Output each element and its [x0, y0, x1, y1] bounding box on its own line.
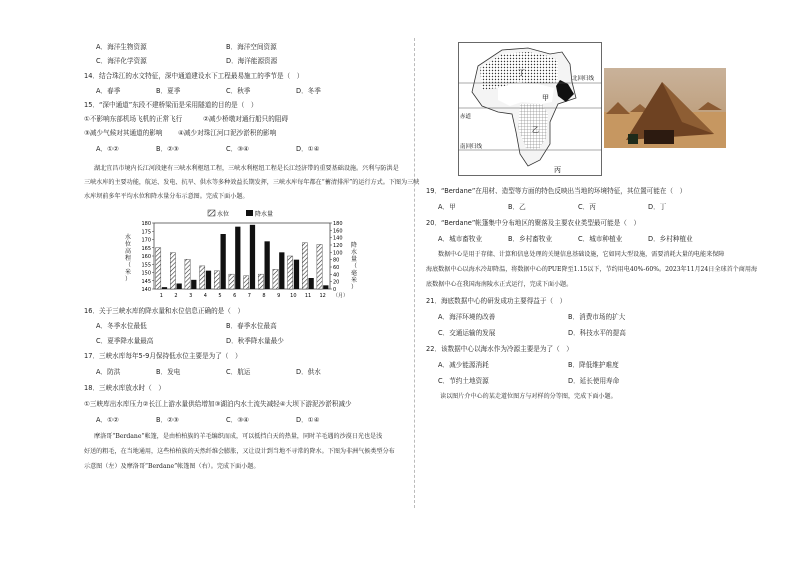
legend-swatch-precipitation [246, 210, 253, 216]
label-ding: 丁 [518, 69, 525, 77]
intro-2-line-1: 摩洛哥“Berdane”帐篷，是由柏柏族的羊毛编织而成，可以抵挡白天的热量，同时羊毛遇的沙漠日光也是浅 [94, 433, 383, 440]
q14-stem: 14．结合珠江的水文特征，深中通道建设水下工程最易施工的季节是（ ） [84, 72, 304, 80]
bar-water-level [258, 274, 263, 289]
bar-water-level [288, 256, 293, 289]
bar-water-level [185, 259, 190, 289]
bar-water-level [200, 266, 205, 289]
bar-precipitation [279, 252, 284, 289]
bar-precipitation [323, 285, 328, 289]
q17-option-c: C．航运 [226, 368, 251, 376]
q21-option-b: B．消费市场的扩大 [568, 313, 626, 321]
q22-option-b: B．降低维护难度 [568, 361, 619, 369]
q21-option-d: D．科技水平的提高 [568, 329, 626, 337]
q22-stem: 22．该数据中心以海水作为冷源主要是为了（ ） [426, 345, 573, 353]
q21-option-c: C．交通运输的发展 [438, 329, 496, 337]
left-tick-label: 170 [141, 237, 151, 244]
q13-option-d: D．海洋能源资源 [226, 57, 278, 65]
q15-item-4: ④减少对珠江河口泥沙淤积的影响 [178, 129, 277, 137]
right-tick-label: 140 [333, 235, 343, 242]
label-tropic-cancer: 北回归线 [572, 76, 595, 82]
intro-2-line-3: 示意图（左）及摩洛哥“Berdane”帐篷图（右）。完成下面小题。 [84, 463, 260, 470]
bar-water-level [244, 276, 249, 289]
q19-option-a: A．甲 [438, 203, 456, 211]
q14-option-d: D．冬季 [296, 87, 321, 95]
q15-item-3: ③减少气候对其通道的影响 [84, 129, 163, 137]
intro-1-line-3: 水库坝前多年平均水位和降水量分布示意图。完成下面小题。 [84, 193, 249, 200]
q20-option-a: A．城市畜牧业 [438, 235, 483, 243]
right-tick-label: 0 [333, 287, 337, 293]
q19-stem: 19．“Berdane”在用材、造型等方面的特色反映出当地的环境特征，其位置可能在（ ） [426, 187, 687, 195]
q15-option-d: D．①④ [296, 145, 320, 153]
right-tick-label: 80 [333, 257, 340, 264]
q20-option-d: D．乡村种植业 [648, 235, 693, 243]
right-tick-label: 100 [333, 250, 343, 257]
bar-water-level [156, 248, 161, 289]
q16-stem: 16．关于三峡水库的降水量和水位信息正确的是（ ） [84, 307, 245, 315]
legend-label-precipitation: 降水量 [255, 211, 274, 218]
q15-stem: 15．“深中通道”东段不建桥梁而是采用隧道的目的是（ ） [84, 101, 258, 109]
q19-option-b: B．乙 [508, 203, 526, 211]
q14-option-c: C．秋季 [226, 87, 251, 95]
x-tick-label: 7 [247, 293, 251, 299]
right-tick-label: 40 [333, 272, 340, 279]
q21-stem: 21．海底数据中心的研发成功主要得益于（ ） [426, 297, 567, 305]
right-tick-label: 120 [333, 243, 343, 249]
intro-3-line-3: 底数据中心在我国海南陵水正式运行，完成下面小题。 [426, 281, 573, 288]
bar-precipitation [162, 287, 167, 289]
left-tick-label: 155 [141, 262, 151, 269]
q15-option-c: C．③④ [226, 145, 250, 153]
bar-precipitation [235, 227, 240, 289]
q13-option-c: C．海洋化学资源 [96, 57, 147, 65]
bar-precipitation [309, 278, 314, 289]
left-tick-label: 180 [141, 221, 151, 227]
x-tick-label: 12 [319, 293, 326, 299]
bar-precipitation [265, 241, 270, 289]
right-axis-title: 降水量（毫米） [350, 242, 358, 291]
q14-option-a: A．春季 [96, 87, 121, 95]
bar-precipitation [221, 234, 226, 289]
q18-option-b: B．②③ [156, 416, 179, 424]
right-tick-label: 60 [333, 265, 340, 271]
q17-option-b: B．发电 [156, 368, 181, 376]
label-bing: 丙 [554, 166, 561, 174]
q16-option-c: C．夏季降水量最高 [96, 337, 154, 345]
q17-option-a: A．防洪 [96, 368, 121, 376]
bar-water-level [229, 274, 234, 289]
q18-option-a: A．①② [96, 416, 119, 424]
q22-option-a: A．减少能源消耗 [438, 361, 489, 369]
column-divider [414, 38, 415, 508]
q20-option-c: C．城市种植业 [578, 235, 623, 243]
q15-option-a: A．①② [96, 145, 119, 153]
q17-option-d: D．供水 [296, 368, 321, 376]
q16-option-a: A．冬季水位最低 [96, 322, 147, 330]
q22-option-c: C．节约土地资源 [438, 377, 489, 385]
left-axis-title: 水位高程（米） [124, 234, 132, 283]
q22-option-d: D．延长使用寿命 [568, 377, 620, 385]
intro-3-line-1: 数据中心是用于存储、计算和信息处理的关键信息基础设施，它如同大型设施，需要消耗大量的电能来保障 [438, 251, 725, 258]
q18-stem: 18．三峡水库放水时（ ） [84, 384, 165, 392]
x-tick-label: 3 [189, 293, 193, 299]
q19-option-c: C．丙 [578, 203, 596, 211]
label-tropic-capricorn: 南回归线 [460, 144, 483, 150]
x-tick-label: 11 [304, 293, 312, 299]
q15-item-2: ②减少桥墩对通行船只的阻碍 [203, 115, 289, 123]
q13-option-a: A．海洋生物资源 [96, 43, 147, 51]
intro-3-line-2: 海底数据中心以海水冷却降温，将数据中心的PUE降至1.15以下，节约用电40%-60%。2023年11月24日全球首个商用海 [426, 266, 758, 273]
q16-option-b: B．春季水位最高 [226, 322, 277, 330]
intro-2-line-2: 好送的粗毛，在当地通用，这些柏柏族的天然纤维会膨胀，又让设计到当地不寻常的降水。下图为非洲气候类型分布 [84, 448, 395, 455]
label-jia: 甲 [542, 94, 549, 102]
intro-1-line-1: 湖北宜昌市境内长江河段建有三峡水利枢纽工程，三峡水利枢纽工程是长江经济带的重要基础设施。兴利与防洪是 [94, 165, 399, 172]
q18-option-c: C．③④ [226, 416, 250, 424]
bar-precipitation [206, 271, 211, 289]
x-tick-label: 8 [262, 293, 266, 299]
q20-option-b: B．乡村畜牧业 [508, 235, 553, 243]
q15-item-1: ①不影响东部机场飞机的正常飞行 [84, 115, 183, 123]
bar-precipitation [294, 260, 299, 289]
x-tick-label: 10 [290, 293, 297, 299]
bar-water-level [302, 243, 307, 289]
q18-items: ①三峡库出水库压力②长江上游水量供给增加③湖泊内水土流失减轻④大坝下游泥沙淤积减少 [84, 400, 352, 408]
water-level-precipitation-chart [120, 207, 365, 303]
q21-option-a: A．海洋环境的改善 [438, 313, 496, 321]
outro-text: 读以图片介中心的某走道位图方与对样的分等图，完成下面小题。 [440, 393, 617, 400]
q17-stem: 17．三峡水库每年5-9月保持低水位主要是为了（ ） [84, 352, 242, 360]
bar-precipitation [177, 284, 182, 290]
bar-water-level [273, 269, 278, 289]
right-tick-label: 160 [333, 228, 343, 235]
bar-water-level [317, 244, 322, 289]
x-tick-label: 1 [159, 293, 163, 299]
intro-1-line-2: 三峡水库的主要功能，航运、发电、抗旱、供水等多种效益长期发挥，三峡水库每年都在“蓄清排浑”的运行方式。下图为三峡 [84, 179, 420, 186]
q14-option-b: B．夏季 [156, 87, 181, 95]
left-tick-label: 175 [141, 229, 151, 236]
left-tick-label: 145 [141, 278, 151, 285]
q19-option-d: D．丁 [648, 203, 667, 211]
bar-water-level [214, 271, 219, 289]
right-tick-label: 20 [333, 279, 340, 286]
africa-climate-map [458, 42, 602, 176]
bar-precipitation [191, 280, 196, 289]
x-tick-label: 4 [203, 293, 207, 299]
x-tick-label: 5 [218, 293, 222, 299]
x-tick-label: 6 [233, 293, 237, 299]
x-tick-label: 2 [174, 293, 178, 299]
bar-water-level [170, 253, 175, 289]
q20-stem: 20．“Berdane”帐篷集中分布地区的聚落及主要农业类型最可能是（ ） [426, 219, 641, 227]
left-tick-label: 140 [141, 287, 151, 293]
x-tick-label: 9 [277, 293, 281, 299]
legend-label-water-level: 水位 [217, 211, 230, 218]
left-tick-label: 160 [141, 254, 151, 260]
label-yi: 乙 [532, 126, 539, 134]
bar-precipitation [250, 225, 255, 289]
berdane-tent-photo [604, 68, 726, 148]
q13-option-b: B．海洋空间资源 [226, 43, 277, 51]
right-tick-label: 180 [333, 221, 343, 227]
left-tick-label: 150 [141, 270, 151, 277]
legend-swatch-water-level [208, 210, 215, 216]
q15-option-b: B．②③ [156, 145, 179, 153]
x-axis-unit: （月） [333, 293, 349, 299]
q18-option-d: D．①④ [296, 416, 320, 424]
q16-option-d: D．秋季降水量最少 [226, 337, 284, 345]
label-equator: 赤道 [460, 114, 472, 120]
left-tick-label: 165 [141, 245, 151, 252]
